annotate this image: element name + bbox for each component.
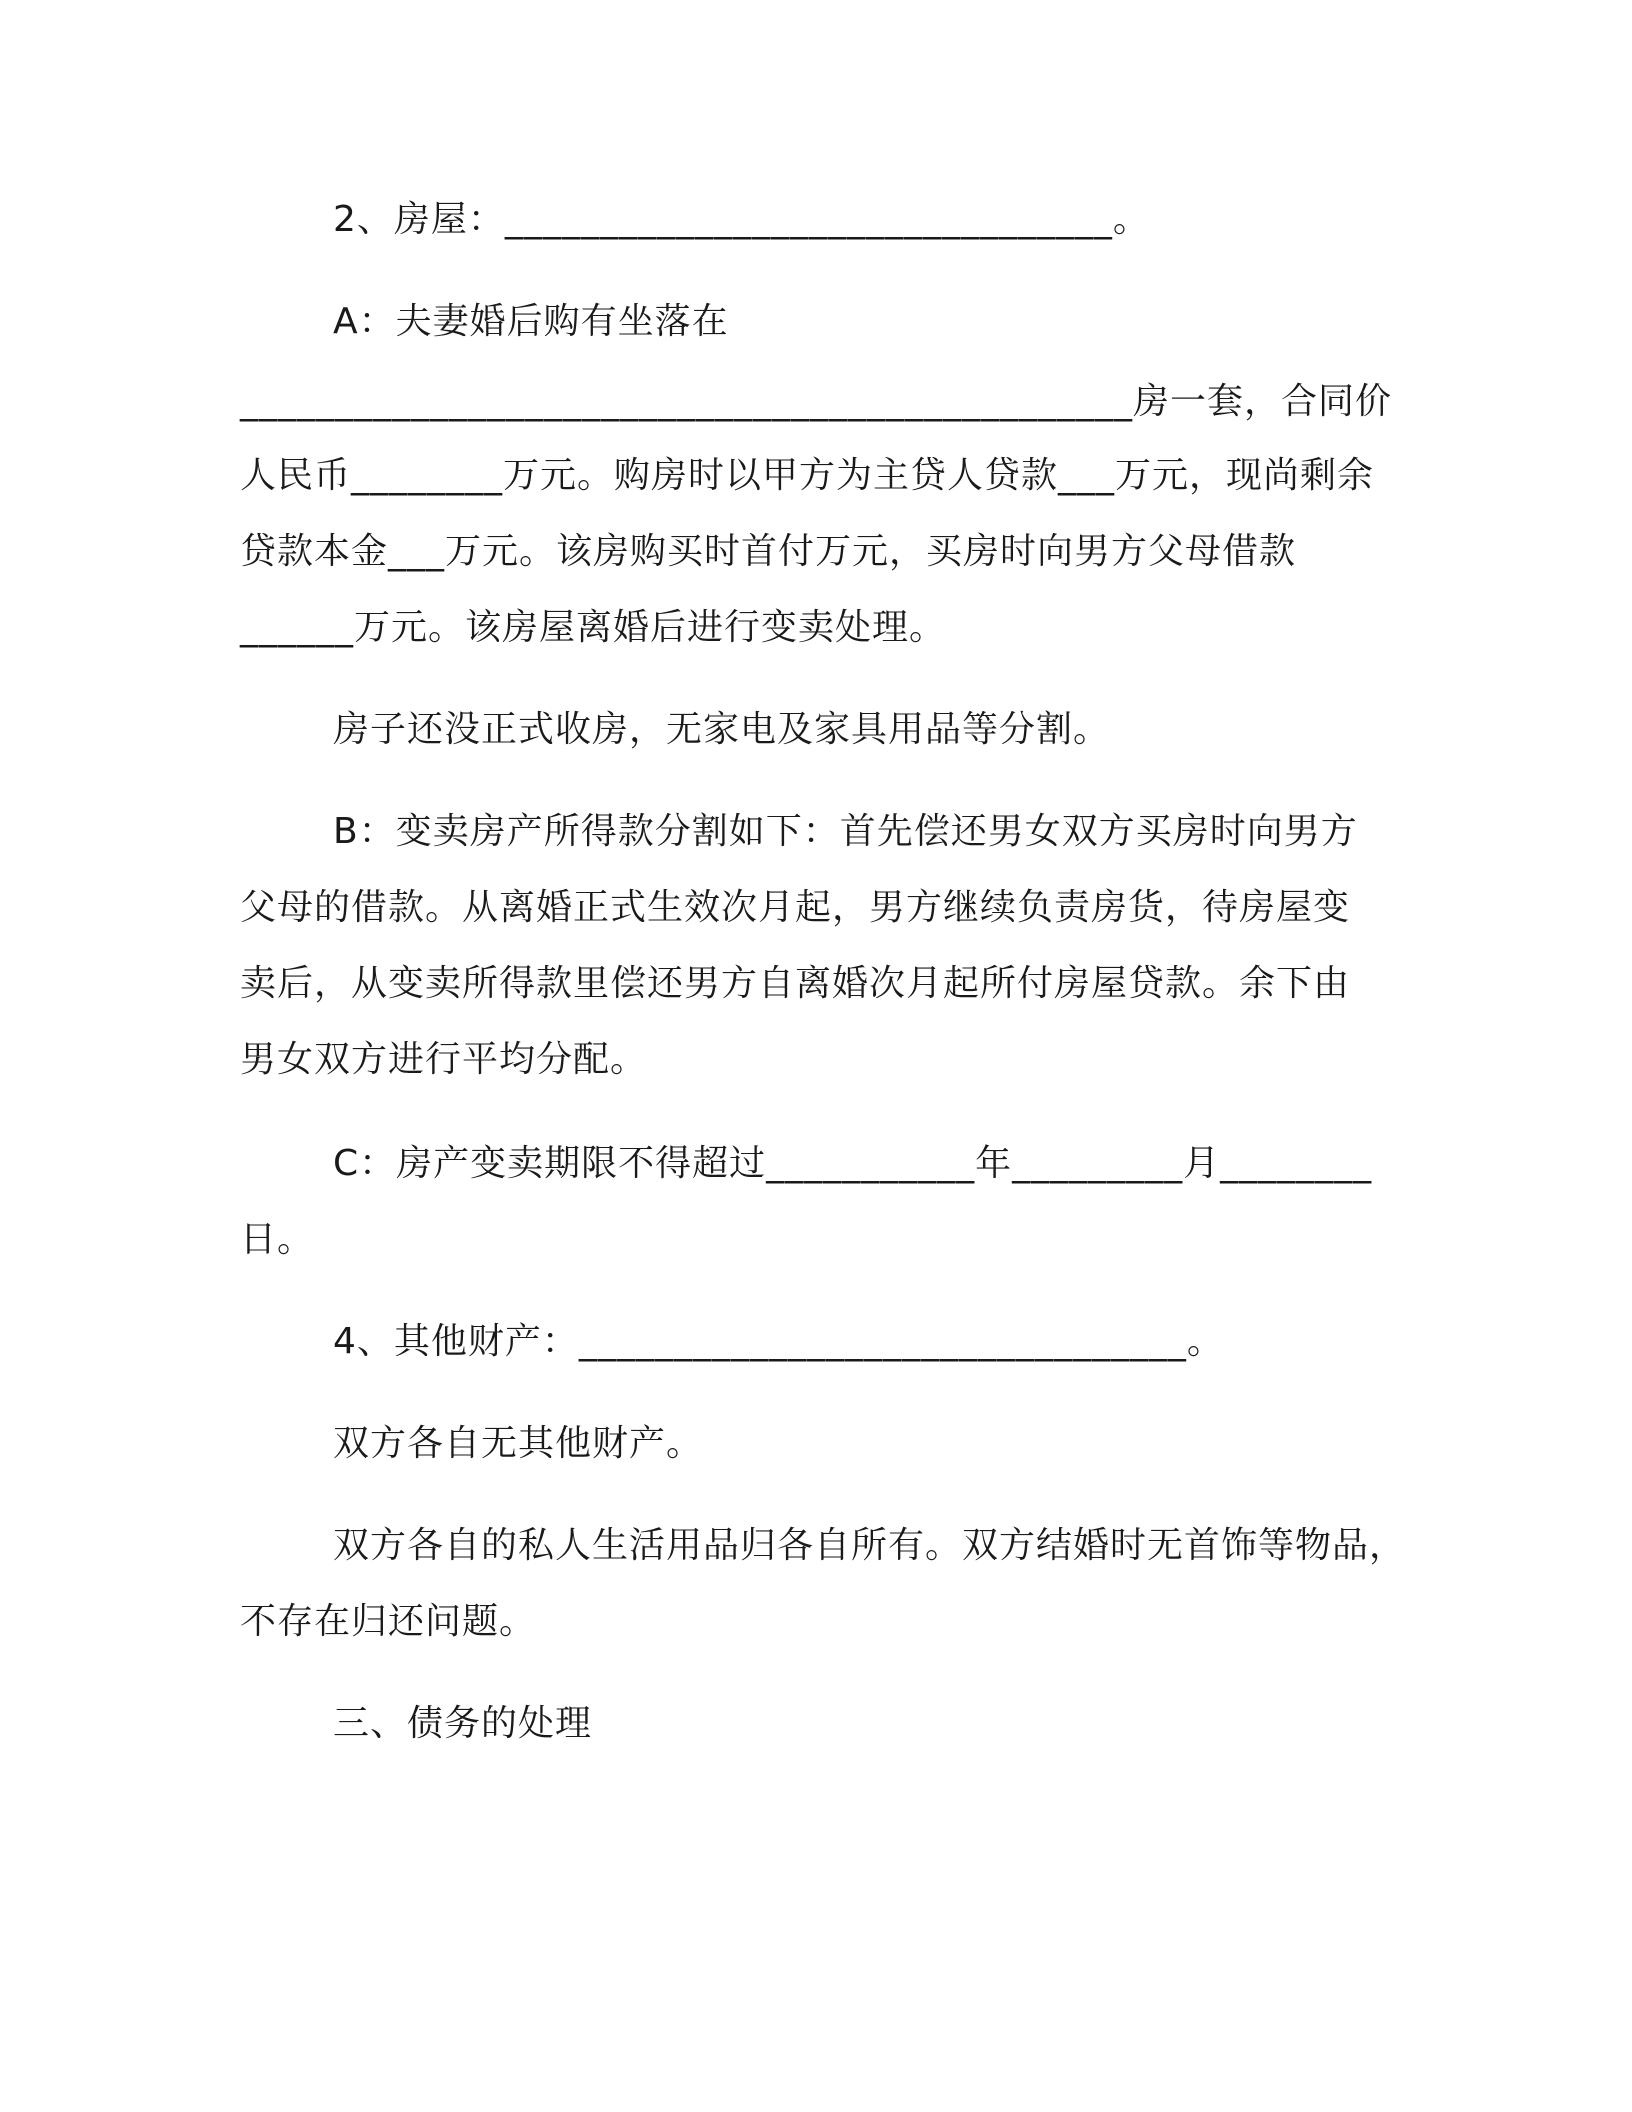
other-property-heading: 4、其他财产：________________________________。 [333, 1321, 1224, 1362]
clause-b-line-3: 卖后，从变卖所得款里偿还男方自离婚次月起所付房屋贷款。余下由 [240, 963, 1351, 1004]
clause-b-line-1: B：变卖房产所得款分割如下：首先偿还男女双方买房时向男方 [333, 811, 1358, 852]
clause-a-line-2: _______________________________________________房一套，合同价 [240, 381, 1393, 422]
clause-a-line-3: 人民币________万元。购房时以甲方为主贷人贷款___万元，现尚剩余 [240, 455, 1375, 496]
clause-a-line-5: ______万元。该房屋离婚后进行变卖处理。 [240, 607, 947, 648]
section-heading-debts: 三、债务的处理 [333, 1703, 593, 1744]
personal-items-line-2: 不存在归还问题。 [240, 1601, 537, 1642]
clause-b-line-2: 父母的借款。从离婚正式生效次月起，男方继续负责房货，待房屋变 [240, 887, 1351, 928]
no-other-property-note: 双方各自无其他财产。 [333, 1423, 704, 1464]
clause-a-line-4: 贷款本金___万元。该房购买时首付万元，买房时向男方父母借款 [240, 531, 1297, 572]
clause-b-line-4: 男女双方进行平均分配。 [240, 1039, 648, 1080]
clause-a-intro: A：夫妻婚后购有坐落在 [333, 301, 729, 342]
house-item-heading: 2、房屋：________________________________。 [333, 199, 1150, 240]
personal-items-line-1: 双方各自的私人生活用品归各自所有。双方结婚时无首饰等物品， [333, 1525, 1407, 1566]
clause-c-line-2: 日。 [240, 1219, 315, 1260]
clause-c-line-1: C：房产变卖期限不得超过___________年_________月________ [333, 1143, 1373, 1184]
furniture-note: 房子还没正式收房，无家电及家具用品等分割。 [333, 709, 1111, 750]
